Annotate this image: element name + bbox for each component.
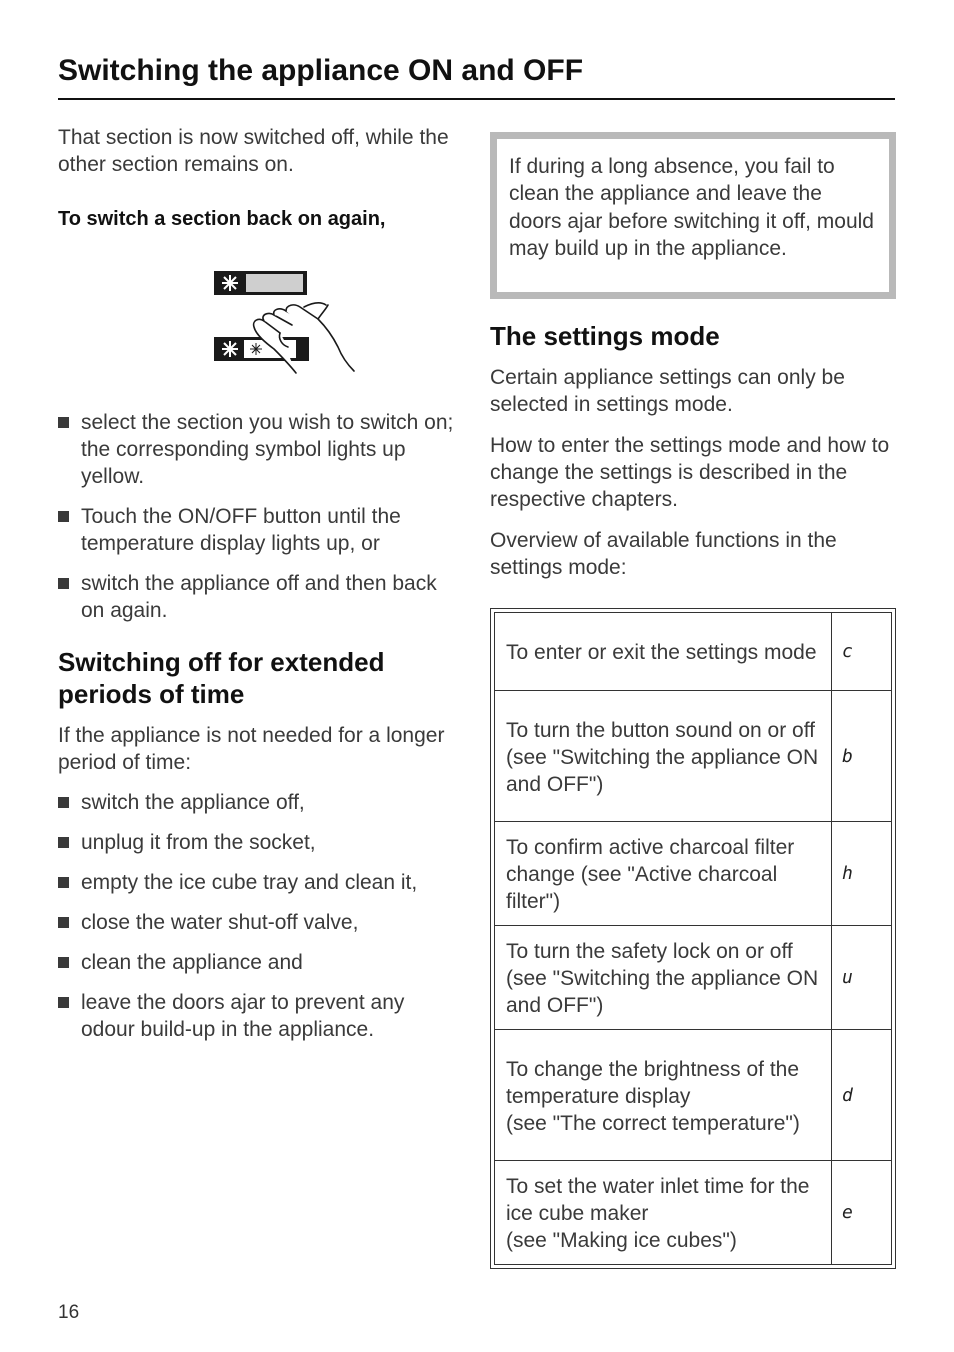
- bullet-square-icon: [58, 578, 69, 589]
- setting-display-code: u: [832, 926, 892, 1030]
- table-row: [495, 926, 892, 1030]
- bullet-square-icon: [58, 417, 69, 428]
- setting-description: To change the brightness of the temperature display (see "The correct temperature"): [495, 1030, 832, 1161]
- list-item: unplug it from the socket,: [58, 829, 458, 856]
- extended-off-heading: Switching off for extended periods of time: [58, 647, 385, 709]
- settings-para-1: Certain appliance settings can only be selected in settings mode.: [490, 366, 845, 416]
- setting-display-code: e: [832, 1161, 892, 1265]
- list-item: Touch the ON/OFF button until the temperature display lights up, or: [58, 503, 458, 557]
- list-item: select the section you wish to switch on; the corresponding symbol lights up yellow.: [58, 409, 458, 490]
- table-row: [495, 1030, 892, 1161]
- setting-description: To turn the button sound on or off (see "Switching the appliance ON and OFF"): [495, 691, 832, 822]
- setting-display-code: h: [832, 822, 892, 926]
- list-item: close the water shut-off valve,: [58, 909, 458, 936]
- list-item: clean the appliance and: [58, 949, 458, 976]
- settings-table-frame: [490, 608, 896, 1269]
- bullet-square-icon: [58, 917, 69, 928]
- bullet-square-icon: [58, 957, 69, 968]
- settings-table: [494, 612, 892, 1265]
- page-title: Switching the appliance ON and OFF: [58, 52, 895, 100]
- warning-note-text: If during a long absence, you fail to clean the appliance and leave the doors ajar before switching it off, mould may build up in the appliance.: [509, 155, 874, 260]
- left-column: [58, 124, 458, 1056]
- setting-description: To enter or exit the settings mode: [495, 613, 832, 691]
- settings-mode-heading: The settings mode: [490, 321, 720, 351]
- table-row: [495, 691, 892, 822]
- right-column: [490, 132, 896, 1269]
- bullet-square-icon: [58, 997, 69, 1008]
- setting-description: To set the water inlet time for the ice cube maker (see "Making ice cubes"): [495, 1161, 832, 1265]
- table-row: [495, 1161, 892, 1265]
- bullet-square-icon: [58, 511, 69, 522]
- bullet-square-icon: [58, 797, 69, 808]
- list-item: switch the appliance off and then back on again.: [58, 570, 458, 624]
- bullet-square-icon: [58, 837, 69, 848]
- settings-para-3: Overview of available functions in the settings mode:: [490, 529, 837, 579]
- page-number: 16: [58, 1302, 80, 1323]
- switch-on-steps: [58, 409, 458, 624]
- control-panel-touch-illustration: [208, 263, 378, 375]
- bullet-square-icon: [58, 877, 69, 888]
- intro-text: That section is now switched off, while the other section remains on.: [58, 126, 449, 176]
- control-panel-figure: [58, 263, 458, 393]
- list-item: switch the appliance off,: [58, 789, 458, 816]
- table-row: [495, 822, 892, 926]
- settings-para-2: How to enter the settings mode and how to change the settings is described in the respective chapters.: [490, 434, 890, 511]
- extended-off-list: [58, 789, 458, 1043]
- setting-display-code: d: [832, 1030, 892, 1161]
- extended-off-section: [58, 646, 458, 1043]
- setting-display-code: c: [832, 613, 892, 691]
- setting-description: To turn the safety lock on or off (see "Switching the appliance ON and OFF"): [495, 926, 832, 1030]
- list-item: empty the ice cube tray and clean it,: [58, 869, 458, 896]
- warning-note-box: [490, 132, 896, 299]
- switch-back-on-instruction: To switch a section back on again,: [58, 208, 386, 230]
- list-item: leave the doors ajar to prevent any odour build-up in the appliance.: [58, 989, 458, 1043]
- setting-display-code: b: [832, 691, 892, 822]
- table-row: [495, 613, 892, 691]
- extended-off-intro: If the appliance is not needed for a longer period of time:: [58, 724, 445, 774]
- settings-mode-section: [490, 320, 896, 1269]
- setting-description: To confirm active charcoal filter change (see "Active charcoal filter"): [495, 822, 832, 926]
